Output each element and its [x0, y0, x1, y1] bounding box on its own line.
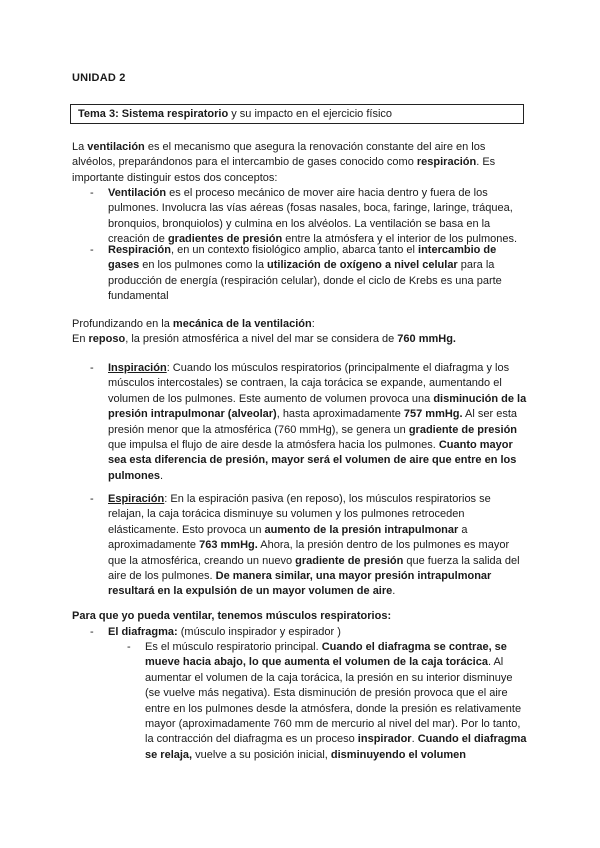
concept-respiracion [108, 243, 528, 305]
term: disminución de la presión intrapulmonar (alveolar) [108, 392, 527, 421]
list-dash: - [90, 362, 94, 374]
list-dash: - [127, 641, 131, 653]
topic-subtitle: y su impacto en el ejercicio físico [228, 108, 393, 120]
expiration-label: Espiración [108, 493, 165, 505]
mechanics-intro [72, 317, 528, 332]
text-run: En [72, 333, 89, 345]
text-run: , hasta aproximadamente [276, 408, 404, 421]
text-run: (músculo inspirador y espirador ) [177, 626, 341, 638]
text-run: es el proceso mecánico de mover aire hacia dentro y fuera de los pulmones. Involucra las vías aéreas (fosas nasales, boca, faringe, laringe, tráquea, bronquios, bronquiolos) y culmina en los alvéolos. La ventilación se basa en la creación de [108, 187, 513, 246]
term: gradiente de presión [408, 423, 518, 436]
term: 763 mmHg. [199, 539, 258, 552]
term: gradiente de presión [295, 554, 404, 567]
term: inspirador [357, 733, 412, 746]
text-run: La [72, 141, 88, 153]
diaphragm-detail [145, 640, 528, 763]
text-run: . [392, 585, 396, 598]
topic-box [70, 104, 524, 124]
muscles-heading [72, 609, 528, 624]
diaphragm-item [108, 625, 528, 640]
term: El diafragma: [108, 626, 178, 638]
term-respiracion: respiración [416, 156, 477, 169]
unit-heading: UNIDAD 2 [72, 72, 126, 84]
text-run: entre la atmósfera y el interior de los pulmones. [282, 233, 518, 246]
term: utilización de oxígeno a nivel celular [267, 259, 458, 272]
list-dash: - [90, 626, 94, 638]
term: 760 mmHg. [397, 333, 456, 345]
inspiration-item [108, 361, 528, 484]
list-dash: - [90, 244, 94, 256]
text-run: , en un contexto fisiológico amplio, abarca tanto el [170, 244, 419, 256]
term: Ventilación [108, 187, 167, 199]
text-run: vuelve a su posición inicial, [192, 748, 331, 761]
text-run: en los pulmones como la [139, 259, 267, 272]
term: mecánica de la ventilación [172, 318, 312, 330]
text-run: : En la espiración pasiva (en reposo), los músculos respiratorios se relajan, la caja torácica disminuye su volumen y los pulmones retroceden elásticamente. Esto provoca un [108, 493, 491, 536]
term: reposo [88, 333, 126, 345]
term: Cuanto mayor sea esta diferencia de presión, mayor será el volumen de aire que entre en los pulmones [108, 439, 517, 482]
text-run: Profundizando en la [72, 318, 173, 330]
text-run: . Al aumentar el volumen de la caja torácica, la presión en su interior disminuye (se vuelve más negativa). Esta disminución de presión provoca que el aire entre en los pulmones desde la atmósfera, donde la presión es relativamente mayor (aproximadamente 760 mm de mercurio al nivel del mar). Por lo tanto, la contracción del diafragma es un proceso [145, 656, 522, 746]
text-run: . [411, 733, 418, 746]
term: disminuyendo el volumen [330, 748, 466, 761]
term: Respiración [108, 244, 171, 256]
expiration-item [108, 492, 528, 600]
term-ventilacion: ventilación [87, 141, 145, 153]
text-run: a aproximadamente [108, 523, 468, 552]
text-run: Ahora, la presión dentro de los pulmones es mayor que la atmosférica, creando un nuevo [108, 539, 510, 567]
list-dash: - [90, 493, 94, 505]
concept-ventilacion [108, 186, 528, 248]
term: aumento de la presión intrapulmonar [264, 523, 459, 536]
text-run: Es el músculo respiratorio principal. [145, 641, 322, 653]
term: Cuando el diafragma se relaja, [145, 733, 527, 761]
term: Cuando el diafragma se contrae, se mueve hacia abajo, lo que aumenta el volumen de la caja torácica [145, 641, 507, 669]
list-dash: - [90, 187, 94, 199]
text-run: : [311, 318, 315, 330]
text-run: que fuerza la salida del aire de los pulmones. [108, 554, 520, 583]
section-heading: Para que yo pueda ventilar, tenemos músculos respiratorios: [72, 610, 392, 622]
text-run: es el mecanismo que asegura la renovación constante del aire en los alvéolos, preparándonos para el intercambio de gases conocido como [72, 141, 486, 169]
term: gradientes de presión [167, 233, 283, 246]
term: De manera similar, una mayor presión intrapulmonar resultará en la expulsión de un mayor volumen de aire [108, 570, 492, 598]
text-run: . Es importante distinguir estos dos conceptos: [72, 156, 496, 184]
term: intercambio de gases [108, 244, 497, 272]
text-run: para la producción de energía (respiración celular), donde el ciclo de Krebs es una parte fundamental [108, 259, 502, 303]
text-run: , la presión atmosférica a nivel del mar se considera de [125, 333, 398, 345]
text-run: . [159, 469, 164, 482]
topic-title: Tema 3: Sistema respiratorio [78, 108, 229, 120]
text-run: : Cuando los músculos respiratorios (principalmente el diafragma y los músculos intercostales) se contraen, la caja torácica se expande, aumentando el volumen de los pulmones. Este aumento de volumen provoca una [108, 362, 510, 405]
inspiration-label: Inspiración [108, 362, 167, 374]
text-run: Al ser esta presión menor que la atmosférica (760 mmHg), se genera un [108, 408, 518, 436]
term: 757 mmHg. [403, 408, 463, 421]
text-run: que impulsa el flujo de aire desde la atmósfera hacia los pulmones. [108, 439, 439, 452]
rest-pressure-line [72, 332, 528, 347]
intro-paragraph [72, 140, 528, 186]
